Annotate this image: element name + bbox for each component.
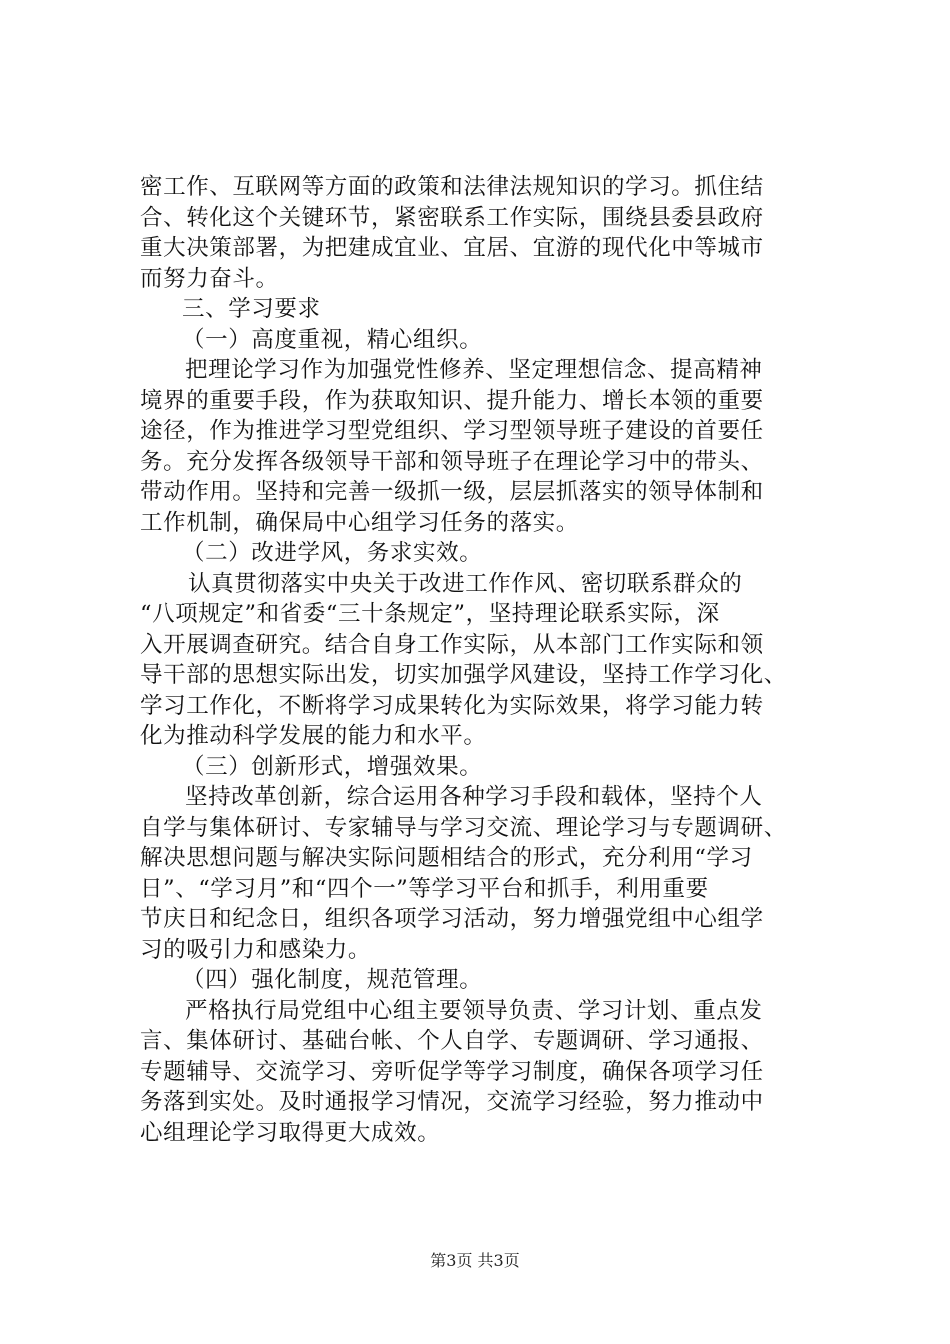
text-line: 务落到实处。及时通报学习情况，交流学习经验，努力推动中 xyxy=(140,1089,764,1115)
text-line: 自学与集体研讨、专家辅导与学习交流、理论学习与专题调研、 xyxy=(140,814,787,841)
text-line: 密工作、互联网等方面的政策和法律法规知识的学习。抓住结 xyxy=(140,174,764,200)
text-line: 节庆日和纪念日，组织各项学习活动，努力增强党组中心组学 xyxy=(140,906,764,932)
text-line: 认真贯彻落实中央关于改进工作作风、密切联系群众的 xyxy=(188,570,743,597)
subsection-heading: （二）改进学风，务求实效。 xyxy=(182,540,483,566)
subsection-heading: （一）高度重视，精心组织。 xyxy=(182,326,483,353)
text-line: 而努力奋斗。 xyxy=(140,265,279,292)
text-line: “八项规定”和省委“三十条规定”，坚持理论联系实际，深 xyxy=(140,601,720,627)
text-line: 心组理论学习取得更大成效。 xyxy=(140,1119,441,1146)
text-line: 导干部的思想实际出发，切实加强学风建设，坚持工作学习化、 xyxy=(140,662,787,688)
text-line: 习的吸引力和感染力。 xyxy=(140,936,372,963)
text-line: 日”、“学习月”和“四个一”等学习平台和抓手，利用重要 xyxy=(140,875,709,902)
text-line: 严格执行局党组中心组主要领导负责、学习计划、重点发 xyxy=(185,997,763,1024)
text-line: 学习工作化，不断将学习成果转化为实际效果，将学习能力转 xyxy=(140,692,764,719)
text-line: 专题辅导、交流学习、旁听促学等学习制度，确保各项学习任 xyxy=(140,1058,764,1085)
text-line: 坚持改革创新，综合运用各种学习手段和载体，坚持个人 xyxy=(185,784,763,810)
subsection-heading: （四）强化制度，规范管理。 xyxy=(182,967,483,993)
text-line: 入开展调查研究。结合自身工作实际，从本部门工作实际和领 xyxy=(140,631,764,658)
text-line: 务。充分发挥各级领导干部和领导班子在理论学习中的带头、 xyxy=(140,448,764,475)
text-line: 合、转化这个关键环节，紧密联系工作实际，围绕县委县政府 xyxy=(140,204,764,231)
page-footer xyxy=(0,1248,950,1271)
document-body xyxy=(140,172,830,1148)
page-number-label: 第3页 共3页 xyxy=(430,1251,520,1270)
subsection-heading: （三）创新形式，增强效果。 xyxy=(182,753,483,780)
text-line: 带动作用。坚持和完善一级抓一级，层层抓落实的领导体制和 xyxy=(140,479,764,505)
text-line: 解决思想问题与解决实际问题相结合的形式，充分利用“学习 xyxy=(140,845,753,871)
text-line: 境界的重要手段，作为获取知识、提升能力、增长本领的重要 xyxy=(140,387,764,414)
text-line: 言、集体研讨、基础台帐、个人自学、专题调研、学习通报、 xyxy=(140,1028,764,1054)
text-line: 把理论学习作为加强党性修养、坚定理想信念、提高精神 xyxy=(185,357,763,383)
text-line: 工作机制，确保局中心组学习任务的落实。 xyxy=(140,509,579,536)
text-line: 重大决策部署，为把建成宜业、宜居、宜游的现代化中等城市 xyxy=(140,235,764,261)
text-line: 化为推动科学发展的能力和水平。 xyxy=(140,723,487,749)
section-heading: 三、学习要求 xyxy=(182,296,321,322)
text-line: 途径，作为推进学习型党组织、学习型领导班子建设的首要任 xyxy=(140,418,764,444)
